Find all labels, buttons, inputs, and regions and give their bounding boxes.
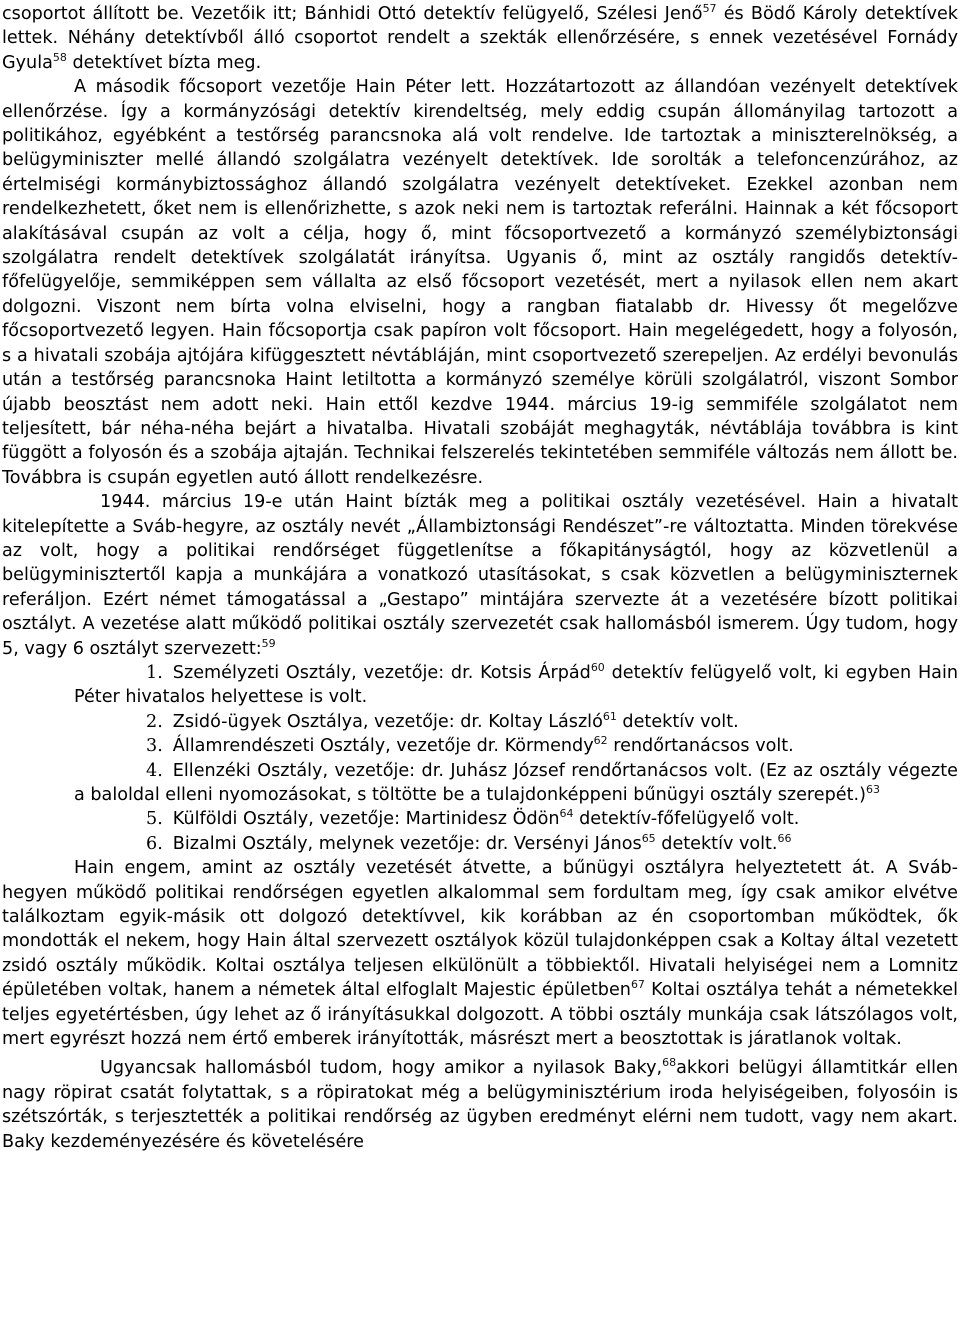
paragraph-second-group <box>2 75 958 490</box>
text-run: Külföldi Osztály, vezetője: Martinidesz Ödön <box>172 809 560 830</box>
footnote-ref[interactable]: 64 <box>559 807 574 821</box>
list-item <box>2 661 958 710</box>
footnote-ref[interactable]: 65 <box>641 831 656 845</box>
list-number: 2. <box>146 711 163 732</box>
list-item <box>2 807 958 831</box>
list-item <box>2 832 958 856</box>
paragraph-intro <box>2 2 958 75</box>
list-item-text <box>74 807 958 831</box>
paragraph-transfer <box>2 856 958 1051</box>
text-run: detektív-főfelügyelő volt. <box>573 809 800 830</box>
text-run: rendőrtanácsos volt. <box>607 736 794 757</box>
list-item <box>2 759 958 808</box>
paragraph-1944 <box>2 490 958 661</box>
list-item-text <box>74 832 958 856</box>
footnote-ref[interactable]: 61 <box>602 709 617 723</box>
text-run: 1944. március 19-e után Haint bízták meg a politikai osztály vezetésével. Hain a hivatalt kitelepítette a Sváb-hegyre, az osztály nevét „Állambiztonsági Rendészet”-re változtatta. Minden törekvése az volt, hogy a politikai rendőrséget függetlenítse a főkapitányságtól, hogy az közvetlenül a belügyminisztertől kapja a munkájára a vonatkozó utasításokat, s csak közvetlen a belügyminiszternek referáljon. Ezért német támogatással a „Gestapo” mintájára szervezte át a vezetésére bízott politikai osztályt. A vezetése alatt működő politikai osztály szervezetét csak hallomásból ismerem. Úgy tudom, hogy 5, vagy 6 osztályt szervezett: <box>2 492 958 659</box>
department-list <box>2 661 958 856</box>
text-run: akkori belügyi államtitkár ellen nagy röpirat csatát folytattak, s a röpiratokat még a belügyminisztérium iroda helyiségeiben, folyosóin is szétszórták, s terjesztették a politikai rendőrség az ügyben eredményt elérni nem tudott, vagy nem akart. Baky kezdeményezésére és követelésére <box>2 1058 958 1152</box>
text-run: Koltai osztálya tehát a németekkel teljes egyetértésben, úgy lehet az ő irányításukkal dolgozott. A többi osztály munkája csak látszólagos volt, mert egyrészt hozzá nem értő emberek irányították, másrészt mert a beosztottak is járatlanok voltak. <box>2 980 959 1050</box>
text-run: A második főcsoport vezetője Hain Péter lett. Hozzátartozott az állandóan vezényelt detektívek ellenőrzése. Így a kormányzósági detektív kirendeltség, mely eddig csupán állományilag tartozott a politikához, egyébként a testőrség parancsnoka alá volt rendelve. Ide tartoztak a miniszterelnökség, a belügyminiszter mellé állandó szolgálatra vezényelt detektívek. Ide sorolták a telefoncenzúrához, az értelmiségi kormánybiztossághoz állandó szolgálatra vezényelt detektíveket. Ezekkel azonban nem rendelkezhetett, őket nem is ellenőrizhette, s azok neki nem is tartoztak referálni. Hainnak a két főcsoport alakításával csupán az volt a célja, hogy ő, mint főcsoportvezető a kormányzó személybiztonsági szolgálatra rendelt detektívek szolgálatát irányítsa. Ugyanis ő, mint az osztály rangidős detektív-főfelügyelője, semmiképpen sem vállalta az első főcsoport vezetését, mert a nyilasok ellen nem akart dolgozni. Viszont nem bírta volna elviselni, hogy a rangban fiatalabb dr. Hivessy őt megelőzve főcsoportvezető legyen. Hain főcsoportja csak papíron volt főcsoport. Hain megelégedett, hogy a folyosón, s a hivatali szobája ajtójára kifüggesztett névtábláján, mint csoportvezető szerepeljen. Az erdélyi bevonulás után a testőrség parancsnoka Haint letiltotta a kormányzó személye körüli szolgálatról, viszont Sombor újabb beosztást nem adott neki. Hain ettől kezdve 1944. március 19-ig semmiféle szolgálatot nem teljesített, bár néha-néha bejárt a hivatalba. Hivatali szobáját meghagyták, névtáblája továbbra is kint függött a folyosón és a szobája ajtaján. Technikai felszerelés tekintetében semmiféle változás nem állott be. Továbbra is csupán egyetlen autó állott rendelkezésre. <box>2 77 958 488</box>
footnote-ref[interactable]: 58 <box>52 50 67 64</box>
text-run: csoportot állított be. Vezetőik itt; Bánhidi Ottó detektív felügyelő, Szélesi Jenő <box>2 4 703 24</box>
footnote-ref[interactable]: 66 <box>777 831 792 845</box>
text-run: Személyzeti Osztály, vezetője: dr. Kotsis Árpád <box>172 662 591 683</box>
list-number: 3. <box>146 736 163 757</box>
list-item <box>2 734 958 758</box>
footnote-ref[interactable]: 62 <box>593 734 608 748</box>
list-number: 1. <box>146 662 163 683</box>
text-run: Hain engem, amint az osztály vezetését átvette, a bűnügyi osztályra helyeztetett át. A Sváb-hegyen működő politikai rendőrségen egyetlen alkalommal sem fordultam meg, így csak amikor elvétve találkoztam egyik-másik ott dolgozó detektívvel, kik korábban az én csoportomban működtek, ők mondották el nekem, hogy Hain által szervezett osztályok közül tulajdonképpen csak a Koltay által vezetett zsidó osztály működik. Koltai osztálya teljesen elkülönült a többiektől. Hivatali helyiségei nem a Lomnitz épületében voltak, hanem a németek által elfoglalt Majestic épületben <box>2 858 958 1001</box>
list-item <box>2 710 958 734</box>
footnote-ref[interactable]: 60 <box>590 661 605 675</box>
list-item-text <box>74 661 958 710</box>
list-item-text <box>74 759 958 808</box>
text-run: Zsidó-ügyek Osztálya, vezetője: dr. Koltay László <box>172 711 603 732</box>
text-run: Ugyancsak hallomásból tudom, hogy amikor a nyilasok Baky, <box>100 1058 663 1079</box>
list-item-text <box>74 710 958 734</box>
list-item-text <box>74 734 958 758</box>
footnote-ref[interactable]: 68 <box>662 1056 677 1070</box>
footnote-ref[interactable]: 67 <box>630 978 645 992</box>
paragraph-baky <box>2 1056 958 1154</box>
list-number: 5. <box>146 809 163 830</box>
text-run: Bizalmi Osztály, melynek vezetője: dr. Versényi János <box>172 833 642 854</box>
text-run: Ellenzéki Osztály, vezetője: dr. Juhász József rendőrtanácsos volt. (Ez az osztály végezte a baloldal elleni nyomozásokat, s töltötte be a tulajdonképpeni bűnügyi osztály szerepét.) <box>74 760 958 805</box>
footnote-ref[interactable]: 57 <box>702 2 717 16</box>
footnote-ref[interactable]: 59 <box>261 636 276 650</box>
text-run: detektív felügyelő volt, ki egyben Hain Péter hivatalos helyettese is volt. <box>74 662 958 708</box>
footnote-ref[interactable]: 63 <box>865 783 880 797</box>
text-run: és Bödő Károly detektívek lettek. Néhány detektívből álló csoportot rendelt a szekták ellenőrzésére, s ennek vezetésével Fornády Gyula <box>2 4 958 73</box>
list-number: 6. <box>146 833 163 854</box>
text-run: detektívet bízta meg. <box>66 52 262 73</box>
text-run: detektív volt. <box>616 711 739 732</box>
text-run: Államrendészeti Osztály, vezetője dr. Körmendy <box>172 736 594 757</box>
list-number: 4. <box>146 760 163 781</box>
text-run: detektív volt. <box>655 833 778 854</box>
